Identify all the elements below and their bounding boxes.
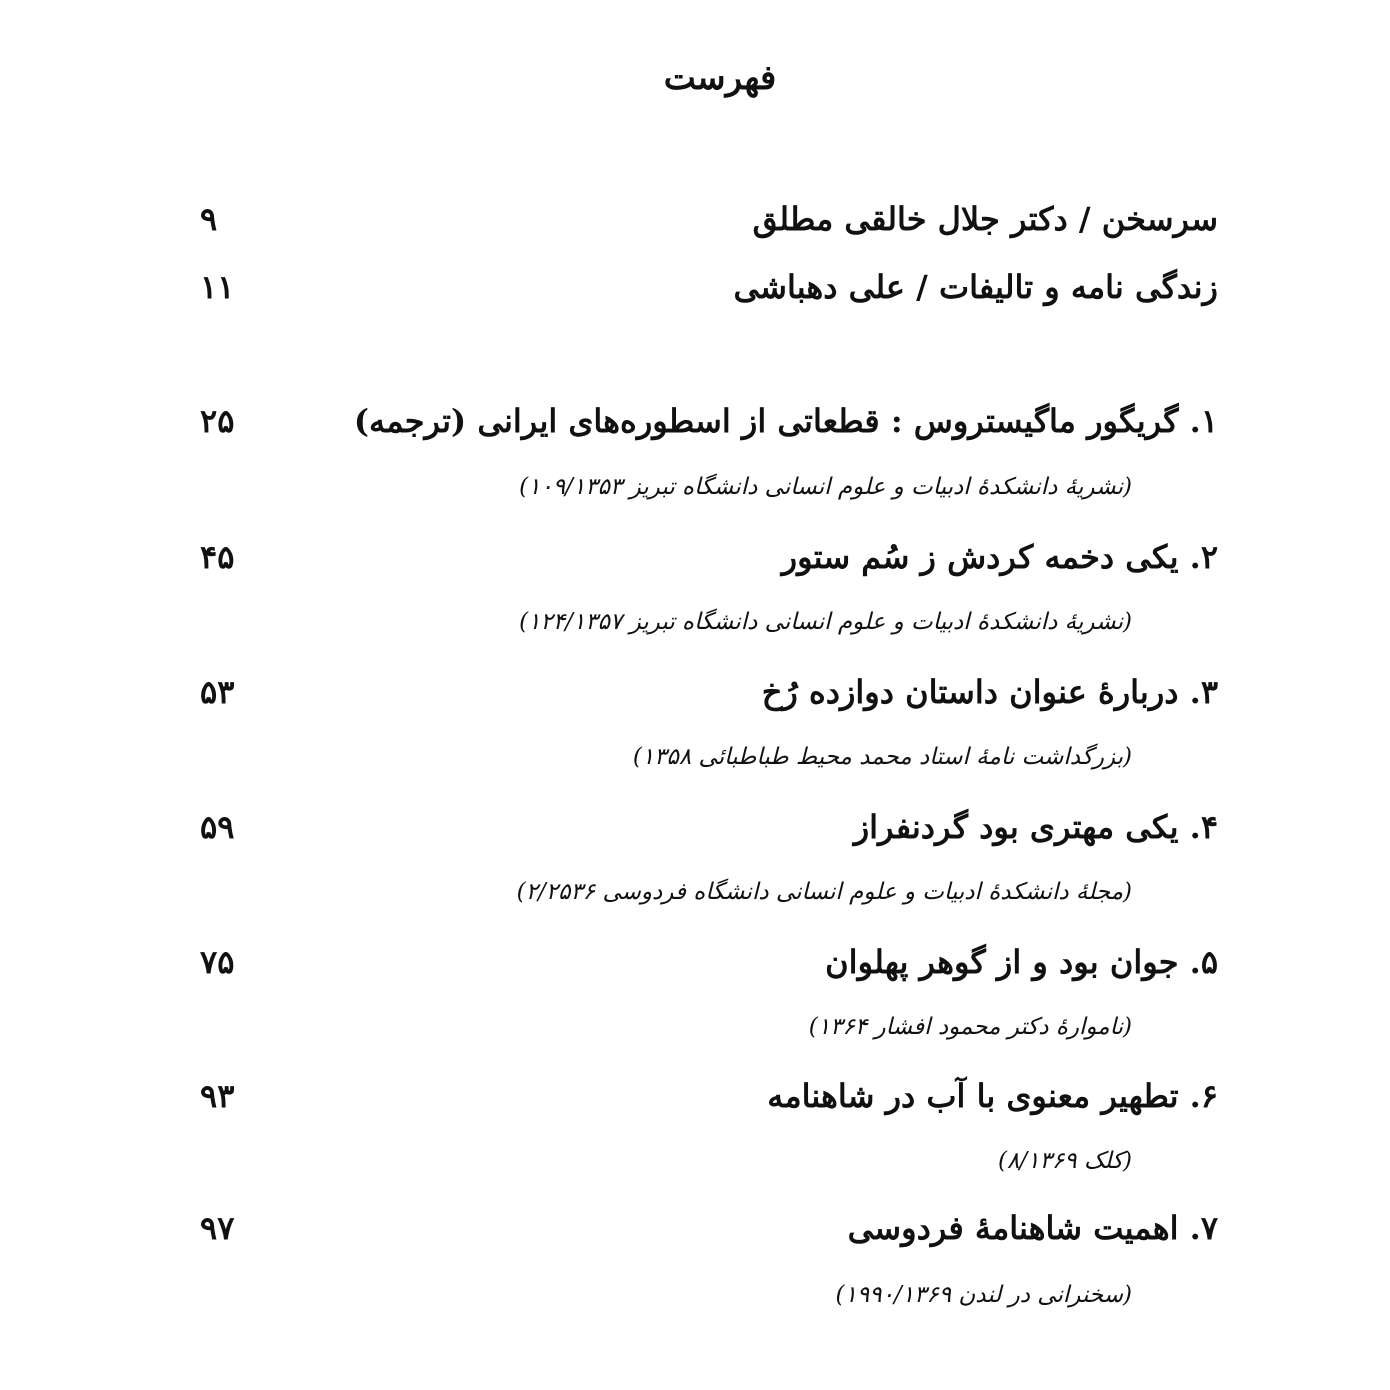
toc-entry-chapter-7[interactable] (200, 1203, 1218, 1253)
toc-entry-title: ۶. تطهیر معنوی با آب در شاهنامه (767, 1077, 1218, 1115)
toc-entry-page: ۹۷ (200, 1209, 235, 1247)
toc-entry-title: ۷. اهمیت شاهنامهٔ فردوسی (847, 1209, 1218, 1247)
toc-entry-page: ۹۳ (200, 1077, 235, 1115)
toc-entry-source: (کلک ۸/۱۳۶۹) (998, 1148, 1132, 1174)
toc-entry-biography[interactable] (200, 262, 1218, 312)
toc-entry-page: ۹ (200, 200, 218, 238)
toc-entry-page: ۴۵ (200, 538, 235, 576)
toc-entry-title: زندگی نامه و تالیفات / علی دهباشی (733, 268, 1218, 306)
toc-entry-page: ۱۱ (200, 268, 235, 306)
toc-entry-title: ۳. دربارهٔ عنوان داستان دوازده رُخ (761, 673, 1218, 711)
toc-entry-source: (مجلهٔ دانشکدهٔ ادبیات و علوم انسانی دانشگاه فردوسی ۲/۲۵۳۶) (516, 879, 1132, 905)
toc-entry-page: ۵۳ (200, 673, 235, 711)
toc-entry-page: ۷۵ (200, 943, 235, 981)
toc-entry-source: (سخنرانی در لندن ۱۹۹۰/۱۳۶۹) (835, 1282, 1132, 1308)
toc-entry-chapter-5[interactable] (200, 937, 1218, 987)
toc-entry-chapter-1[interactable] (200, 396, 1218, 446)
toc-entry-preface[interactable] (200, 194, 1218, 244)
toc-entry-source: (نشریهٔ دانشکدهٔ ادبیات و علوم انسانی دانشگاه تبریز ۱۰۹/۱۳۵۳) (519, 474, 1132, 500)
toc-entry-title: ۱. گریگور ماگیستروس : قطعاتی از اسطوره‌های ایرانی (ترجمه) (353, 402, 1218, 440)
toc-entry-chapter-6[interactable] (200, 1071, 1218, 1121)
toc-entry-source: (بزرگداشت نامهٔ استاد محمد محیط طباطبائی ۱۳۵۸) (632, 744, 1132, 770)
toc-entry-chapter-4[interactable] (200, 802, 1218, 852)
page-title: فهرست (663, 58, 777, 98)
toc-entry-source: (ناموارهٔ دکتر محمود افشار ۱۳۶۴) (808, 1014, 1132, 1040)
toc-entry-page: ۵۹ (200, 808, 235, 846)
toc-entry-chapter-3[interactable] (200, 667, 1218, 717)
toc-entry-page: ۲۵ (200, 402, 235, 440)
toc-entry-title: ۲. یکی دخمه کردش ز سُم ستور (781, 538, 1218, 576)
toc-entry-title: سرسخن / دکتر جلال خالقی مطلق (752, 200, 1218, 238)
toc-entry-title: ۵. جوان بود و از گوهر پهلوان (825, 943, 1218, 981)
toc-entry-source: (نشریهٔ دانشکدهٔ ادبیات و علوم انسانی دانشگاه تبریز ۱۲۴/۱۳۵۷) (519, 609, 1132, 635)
toc-entry-chapter-2[interactable] (200, 532, 1218, 582)
toc-entry-title: ۴. یکی مهتری بود گردنفراز (853, 808, 1218, 846)
